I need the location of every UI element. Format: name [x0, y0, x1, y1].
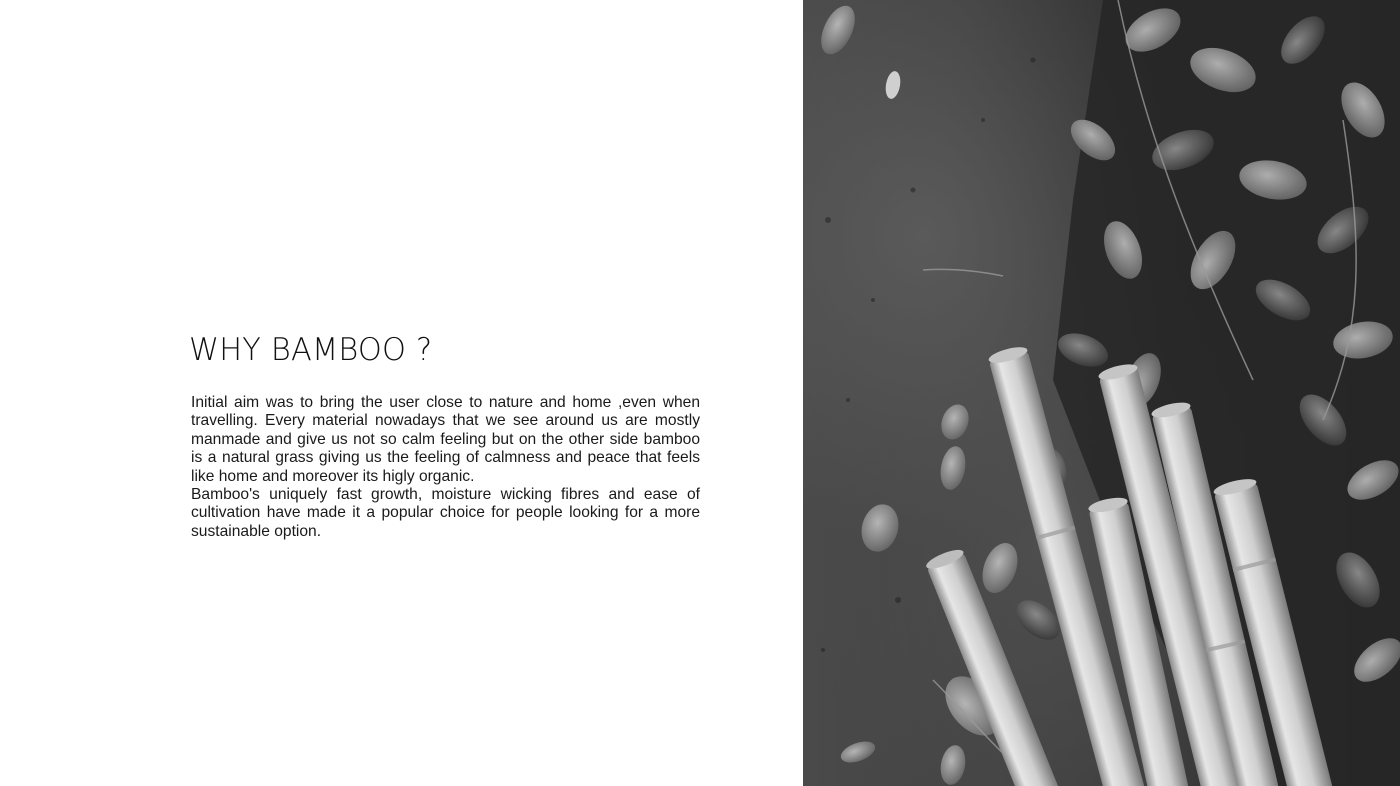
bamboo-photo	[803, 0, 1400, 786]
body-text	[191, 394, 700, 541]
paragraph-intro: Initial aim was to bring the user close to nature and home ,even when travelling. Every material nowadays that we see around us are mostly manmade and give us not so calm feeling but on the other side bamboo is a natural grass giving us the feeling of calmness and peace that feels like home and moreover its higly organic.	[191, 394, 700, 485]
bamboo-photo-illustration	[803, 0, 1400, 786]
page-title: WHY BAMBOO ?	[189, 332, 433, 368]
paragraph-benefits: Bamboo's uniquely fast growth, moisture wicking fibres and ease of cultivation have made it a popular choice for people looking for a more sustainable option.	[191, 486, 700, 540]
